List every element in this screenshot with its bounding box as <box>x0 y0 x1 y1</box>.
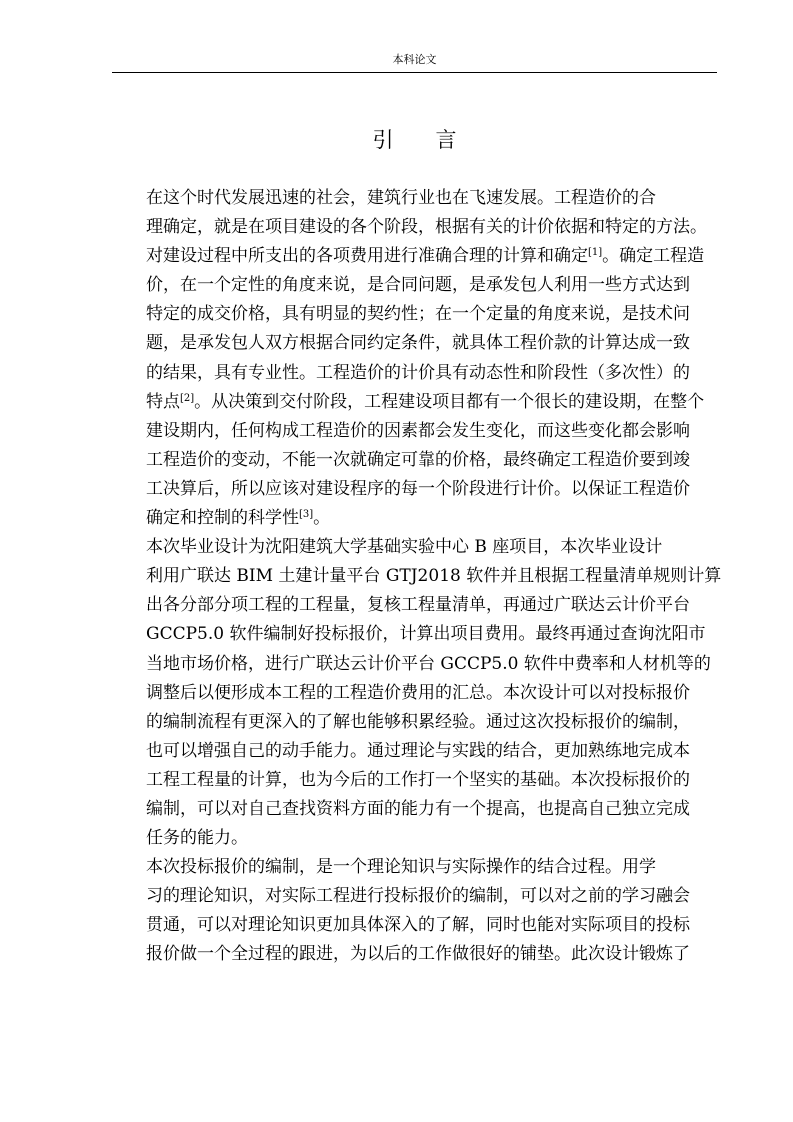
text-line: 利用广联达 BIM 土建计量平台 GTJ2018 软件并且根据工程量清单规则计算 <box>146 566 722 587</box>
text-line: 题，是承发包人双方根据合同约定条件，就具体工程价款的计算达成一致 <box>146 333 690 354</box>
text-run: 特点 <box>146 391 180 412</box>
text-line: 当地市场价格，进行广联达云计价平台 GCCP5.0 软件中费率和人材机等的 <box>146 653 711 674</box>
text-line: 编制，可以对自己查找资料方面的能力有一个提高，也提高自己独立完成 <box>146 798 690 819</box>
text-line: 习的理论知识，对实际工程进行投标报价的编制，可以对之前的学习融会 <box>146 886 690 907</box>
text-line: 任务的能力。 <box>146 828 248 849</box>
text-run: 对建设过程中所支出的各项费用进行准确合理的计算和确定 <box>146 246 588 267</box>
text-line: 调整后以便形成本工程的工程造价费用的汇总。本次设计可以对投标报价 <box>146 682 690 703</box>
paragraph <box>112 184 719 533</box>
text-run: 。确定工程造 <box>602 246 705 267</box>
text-line: 也可以增强自己的动手能力。通过理论与实践的结合，更加熟练地完成本 <box>146 740 690 761</box>
text-line: 本次投标报价的编制，是一个理论知识与实际操作的结合过程。用学 <box>146 857 656 878</box>
text-line: 在这个时代发展迅速的社会，建筑行业也在飞速发展。工程造价的合 <box>146 188 656 208</box>
paragraph <box>112 853 719 969</box>
text-line: 理确定，就是在项目建设的各个阶段，根据有关的计价依据和特定的方法。 <box>146 217 707 238</box>
text-line: 工程造价的变动，不能一次就确定可靠的价格，最终确定工程造价要到竣 <box>146 449 690 470</box>
text-line: 贯通，可以对理论知识更加具体深入的了解，同时也能对实际项目的投标 <box>146 915 690 936</box>
text-line: GCCP5.0 软件编制好投标报价，计算出项目费用。最终再通过查询沈阳市 <box>146 624 706 645</box>
citation-1: [1] <box>588 247 603 259</box>
paragraph <box>112 533 722 853</box>
section-title: 引言 <box>372 128 499 152</box>
text-line: 本次毕业设计为沈阳建筑大学基础实验中心 B 座项目，本次毕业设计 <box>146 537 663 558</box>
text-line: 的结果，具有专业性。工程造价的计价具有动态性和阶段性（多次性）的 <box>146 362 690 383</box>
text-line: 报价做一个全过程的跟进，为以后的工作做很好的铺垫。此次设计锻炼了 <box>146 944 690 965</box>
text-line <box>112 504 719 533</box>
header-rule <box>112 72 717 73</box>
text-line: 工决算后，所以应该对建设程序的每一个阶段进行计价。以保证工程造价 <box>146 478 690 499</box>
text-line: 建设期内，任何构成工程造价的因素都会发生变化，而这些变化都会影响 <box>146 420 690 441</box>
text-run: 。 <box>313 508 331 529</box>
text-line: 价，在一个定性的角度来说，是合同问题，是承发包人利用一些方式达到 <box>146 275 690 296</box>
text-run: 确定和控制的科学性 <box>146 508 299 529</box>
text-run: 。从决策到交付阶段，工程建设项目都有一个很长的建设期，在整个 <box>194 391 705 412</box>
running-header: 本科论文 <box>392 53 437 66</box>
text-line: 的编制流程有更深入的了解也能够积累经验。通过这次投标报价的编制， <box>146 711 690 732</box>
text-line <box>112 388 719 417</box>
citation-3: [3] <box>299 509 314 521</box>
body-text <box>112 184 722 970</box>
citation-2: [2] <box>180 392 195 404</box>
text-line: 工程工程量的计算，也为今后的工作打一个坚实的基础。本次投标报价的 <box>146 769 690 790</box>
text-line <box>112 242 719 271</box>
text-line: 特定的成交价格，具有明显的契约性；在一个定量的角度来说，是技术问 <box>146 304 690 325</box>
text-line: 出各分部分项工程的工程量，复核工程量清单，再通过广联达云计价平台 <box>146 595 690 616</box>
